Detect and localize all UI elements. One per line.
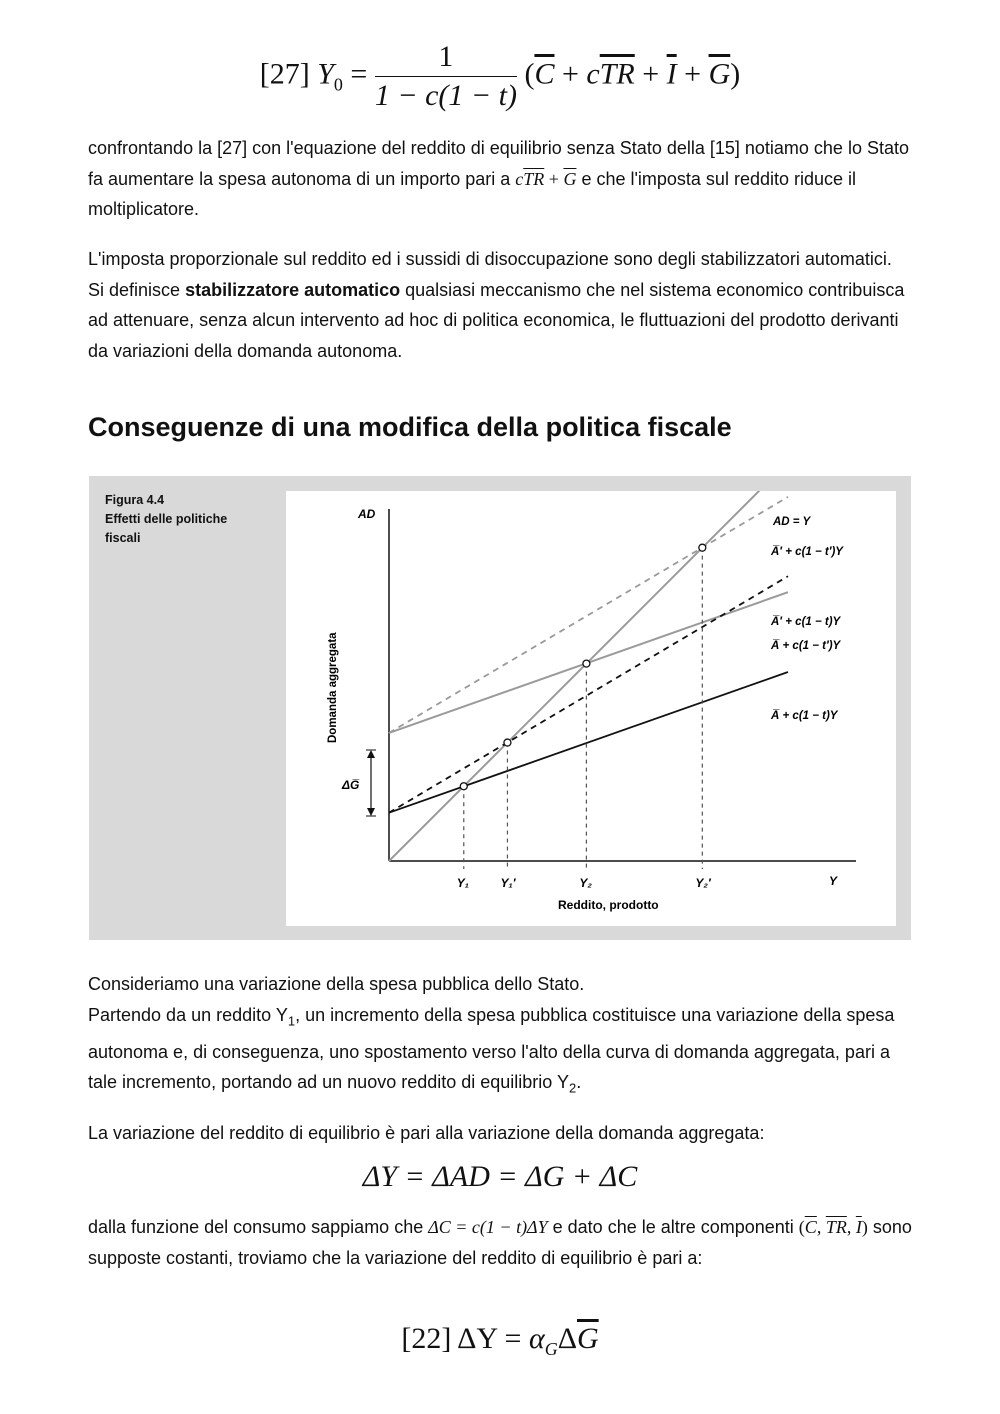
- label-base-dashed: A̅ + c(1 − t′)Y: [771, 640, 841, 652]
- y-axis-label: AD: [358, 507, 376, 521]
- series-a-t-prime: [389, 576, 788, 812]
- fraction: $\frac{1}{1 - c(1 - t)}$: [374, 40, 517, 112]
- equation-22: [22] $\Delta Y = \alpha_G\Delta\overline{G}$: [401, 1322, 599, 1359]
- label-top-dashed: A̅′ + c(1 − t′)Y: [771, 546, 843, 558]
- paragraph-equilibrium: La variazione del reddito di equilibrio è pari alla variazione della domanda aggregata:: [88, 1123, 765, 1143]
- paragraph-stabilizers: L'imposta proporzionale sul reddito ed i sussidi di disoccupazione sono degli stabilizzatori automatici. Si definisce stabilizzatore automatico qualsiasi meccanismo che nel sistema economico contribuisca ad attenuare, senza alcun intervento ad hoc di politica economica, le fluttuazioni del prodotto derivanti da variazioni della domanda autonoma.: [88, 249, 905, 361]
- paragraph-comparison: confrontando la [27] con l'equazione del reddito di equilibrio senza Stato della [15] notiamo che lo Stato fa aumentare la spesa autonoma di un importo pari a $c\overline{TR} + \overline{G}$ e che l'imposta sul reddito riduce il moltiplicatore.: [88, 138, 909, 219]
- series-a-prime-t-prime: [389, 497, 788, 733]
- paragraph-consumption: dalla funzione del consumo sappiamo che ΔC = c(1 − t)ΔY e dato che le altre componenti ($\overline{C}$, $\overline{TR}$, $\overline{I}$) sono supposte costanti, troviamo che la variazione del reddito di equilibrio è pari a:: [88, 1217, 912, 1268]
- tick-y2-prime: Y₂′: [695, 876, 711, 890]
- equilibrium-point: [504, 739, 511, 746]
- series-a-t: [389, 672, 788, 813]
- section-heading: Conseguenze di una modifica della politica fiscale: [88, 412, 732, 442]
- delta-g-label: ΔG̅: [342, 778, 360, 792]
- paragraph-variation: Consideriamo una variazione della spesa pubblica dello Stato. Partendo da un reddito $Y_1$, un incremento della spesa pubblica costituisce una variazione della spesa autonoma e, di conseguenza, uno spostamento verso l'alto della curva di domanda aggregata, pari a tale incremento, portando ad un nuovo reddito di equilibrio $Y_2$.: [88, 974, 895, 1096]
- bold-term: stabilizzatore automatico: [185, 279, 401, 300]
- series-ad-equals-y: [389, 491, 788, 861]
- equation-tag: [22]: [401, 1322, 452, 1355]
- equilibrium-point: [460, 783, 467, 790]
- x-axis-label: Y: [829, 874, 838, 888]
- label-base-solid: A̅ + c(1 − t)Y: [771, 710, 838, 722]
- figure-caption: Figura 4.4 Effetti delle politiche fiscali: [105, 493, 228, 545]
- label-mid-solid: A̅′ + c(1 − t)Y: [771, 616, 841, 628]
- delta-g-arrowhead-up: [367, 750, 375, 758]
- chart-area: [286, 491, 896, 926]
- equation-delta-y: ΔY = ΔAD = ΔG + ΔC: [362, 1160, 638, 1193]
- figure-4-4: [89, 476, 911, 940]
- equilibrium-point: [699, 544, 706, 551]
- equation-27: [27] $Y_0$ = $\frac{1}{1 - c(1 - t)}$ $(\overline{C} + c\overline{TR} + \overline{I} + \overline{G})$: [259, 40, 741, 112]
- tick-y1: Y₁: [456, 876, 469, 890]
- tick-y1-prime: Y₁′: [500, 876, 516, 890]
- x-axis-title: Reddito, prodotto: [558, 898, 659, 912]
- delta-g-arrowhead-down: [367, 808, 375, 816]
- fiscal-policy-chart: [286, 491, 896, 926]
- label-ad-equals-y: AD = Y: [773, 516, 811, 528]
- tick-y2: Y₂: [579, 876, 592, 890]
- equation-tag: [27]: [259, 57, 310, 91]
- y-axis-title: Domanda aggregata: [327, 632, 339, 743]
- equilibrium-point: [583, 660, 590, 667]
